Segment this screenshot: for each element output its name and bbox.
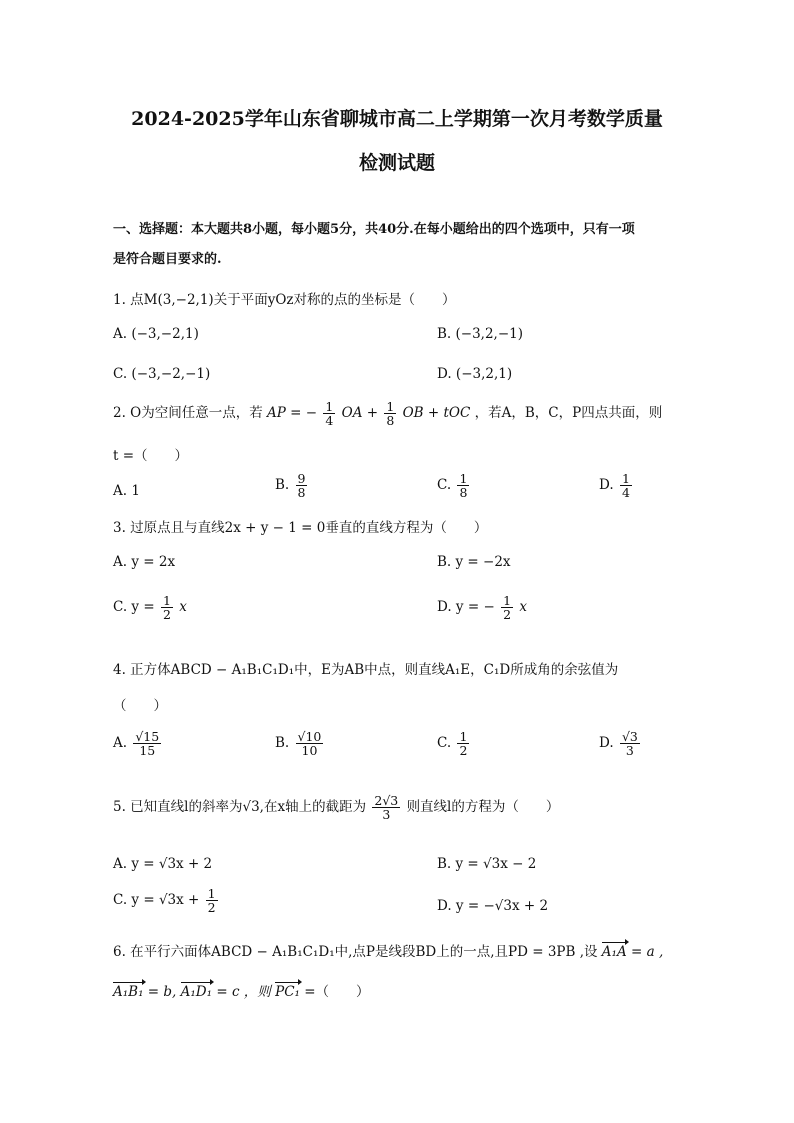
option-tail: x	[179, 599, 187, 616]
question-2-suffix: ，若A，B，C，P四点共面，则	[474, 405, 663, 422]
fraction-denominator: 8	[386, 413, 395, 429]
question-4-stem-line2: （ ）	[113, 698, 167, 714]
question-5-option-d: D. y = −√3x + 2	[437, 898, 549, 914]
question-4-option-b	[275, 730, 325, 757]
question-6-vector-a1b1: A₁B₁	[113, 984, 144, 1000]
question-1-option-b: B. (−3,2,−1)	[437, 326, 524, 342]
option-fraction	[161, 594, 173, 621]
option-label: D.	[599, 477, 614, 494]
question-1-option-d: D. (−3,2,1)	[437, 366, 513, 382]
question-3-option-b: B. y = −2x	[437, 554, 511, 570]
question-3-stem: 3. 过原点且与直线2x + y − 1 = 0垂直的直线方程为（ ）	[113, 520, 488, 536]
fraction-numerator: 1	[325, 399, 334, 414]
question-5-stem	[113, 794, 559, 821]
question-3-option-a: A. y = 2x	[113, 554, 176, 570]
fraction-numerator: 1	[503, 593, 512, 608]
fraction-numerator: 1	[621, 471, 630, 486]
question-6-vector-a1d1: A₁D₁	[180, 984, 213, 1000]
question-5-fraction	[372, 794, 400, 821]
fraction-numerator: 1	[459, 729, 468, 744]
question-6-vector-a1a: A₁A	[601, 944, 627, 960]
question-3-option-c	[113, 594, 187, 621]
question-4-option-a	[113, 730, 163, 757]
exam-title-line2: 检测试题	[358, 152, 435, 174]
fraction-denominator: 4	[621, 485, 630, 501]
fraction-denominator: 15	[139, 743, 156, 759]
section-heading-line2: 是符合题目要求的.	[113, 252, 222, 267]
question-2-vector-rest: OB + tOC	[402, 405, 471, 422]
question-6-vector-b: = b,	[147, 984, 177, 1000]
option-label: C.	[437, 735, 452, 752]
question-2-stem	[113, 400, 662, 427]
fraction-denominator: 3	[382, 807, 391, 823]
exam-title-line1: 2024-2025学年山东省聊城市高二上学期第一次月考数学质量	[131, 108, 663, 130]
option-fraction	[296, 472, 308, 499]
option-tail: x	[519, 599, 527, 616]
option-label: B.	[275, 735, 290, 752]
question-2-stem-line2: t =（ ）	[113, 448, 189, 464]
question-2-prefix: 2. O为空间任意一点，若	[113, 405, 263, 422]
question-6-stem-line2	[113, 980, 370, 1000]
option-fraction	[620, 730, 640, 757]
question-1-stem: 1. 点M(3,−2,1)关于平面yOz对称的点的坐标是（ ）	[113, 292, 456, 308]
question-5-option-b: B. y = √3x − 2	[437, 856, 537, 872]
fraction-numerator: 1	[207, 886, 216, 901]
question-2-vector-ap: AP = −	[267, 405, 318, 422]
fraction-numerator: 9	[297, 471, 306, 486]
fraction-denominator: 2	[459, 743, 468, 759]
option-label: C. y =	[113, 599, 155, 616]
question-3-option-d	[437, 594, 527, 621]
option-label: C. y = √3x +	[113, 892, 200, 909]
question-1-option-a: A. (−3,−2,1)	[113, 326, 199, 342]
question-2-option-d	[599, 472, 634, 499]
fraction-denominator: 2	[207, 900, 216, 916]
question-5-option-a: A. y = √3x + 2	[113, 856, 213, 872]
option-label: D. y = −	[437, 599, 495, 616]
question-1-option-c: C. (−3,−2,−1)	[113, 366, 211, 382]
option-fraction	[457, 730, 469, 757]
option-label: C.	[437, 477, 452, 494]
fraction-numerator: 1	[162, 593, 171, 608]
question-6-vector-pc1: PC₁	[275, 984, 300, 1000]
fraction-numerator: 1	[386, 399, 395, 414]
option-fraction	[296, 730, 324, 757]
option-fraction	[501, 594, 513, 621]
question-4-option-d	[599, 730, 642, 757]
question-6-vector-c: = c ，则	[216, 984, 271, 1000]
fraction-numerator: √15	[135, 729, 160, 744]
option-fraction	[620, 472, 632, 499]
question-5-suffix: 则直线l的方程为（ ）	[406, 799, 560, 816]
option-fraction	[206, 887, 218, 914]
option-label: A.	[113, 735, 128, 752]
question-2-fraction-1	[323, 400, 335, 427]
fraction-numerator: √3	[621, 729, 638, 744]
option-label: B.	[275, 477, 290, 494]
fraction-denominator: 10	[301, 743, 318, 759]
option-fraction	[457, 472, 469, 499]
question-2-option-c	[437, 472, 471, 499]
fraction-denominator: 4	[325, 413, 334, 429]
question-6-stem	[113, 940, 663, 960]
question-6-vector-a1a-eq: = a ,	[631, 944, 664, 960]
option-label: D.	[599, 735, 614, 752]
question-4-option-c	[437, 730, 471, 757]
section-heading-line1: 一、选择题：本大题共8小题，每小题5分，共40分.在每小题给出的四个选项中，只有一项	[113, 222, 635, 237]
question-6-answer-blank: =（ ）	[304, 984, 370, 1000]
fraction-denominator: 2	[162, 607, 171, 623]
question-2-option-a: A. 1	[113, 483, 140, 499]
fraction-denominator: 2	[503, 607, 512, 623]
fraction-denominator: 3	[625, 743, 634, 759]
question-5-prefix: 5. 已知直线l的斜率为√3,在x轴上的截距为	[113, 799, 367, 816]
question-2-vector-oa: OA +	[341, 405, 379, 422]
fraction-numerator: √10	[297, 729, 322, 744]
question-2-fraction-2	[384, 400, 396, 427]
option-fraction	[133, 730, 161, 757]
fraction-denominator: 8	[297, 485, 306, 501]
fraction-numerator: 2√3	[374, 793, 399, 808]
fraction-denominator: 8	[459, 485, 468, 501]
question-4-stem: 4. 正方体ABCD − A₁B₁C₁D₁中，E为AB中点，则直线A₁E，C₁D所成角的余弦值为	[113, 662, 619, 678]
question-2-option-b	[275, 472, 309, 499]
question-6-text: 6. 在平行六面体ABCD − A₁B₁C₁D₁中,点P是线段BD上的一点,且PD = 3PB ,设	[113, 944, 598, 960]
fraction-numerator: 1	[459, 471, 468, 486]
question-5-option-c	[113, 887, 220, 914]
